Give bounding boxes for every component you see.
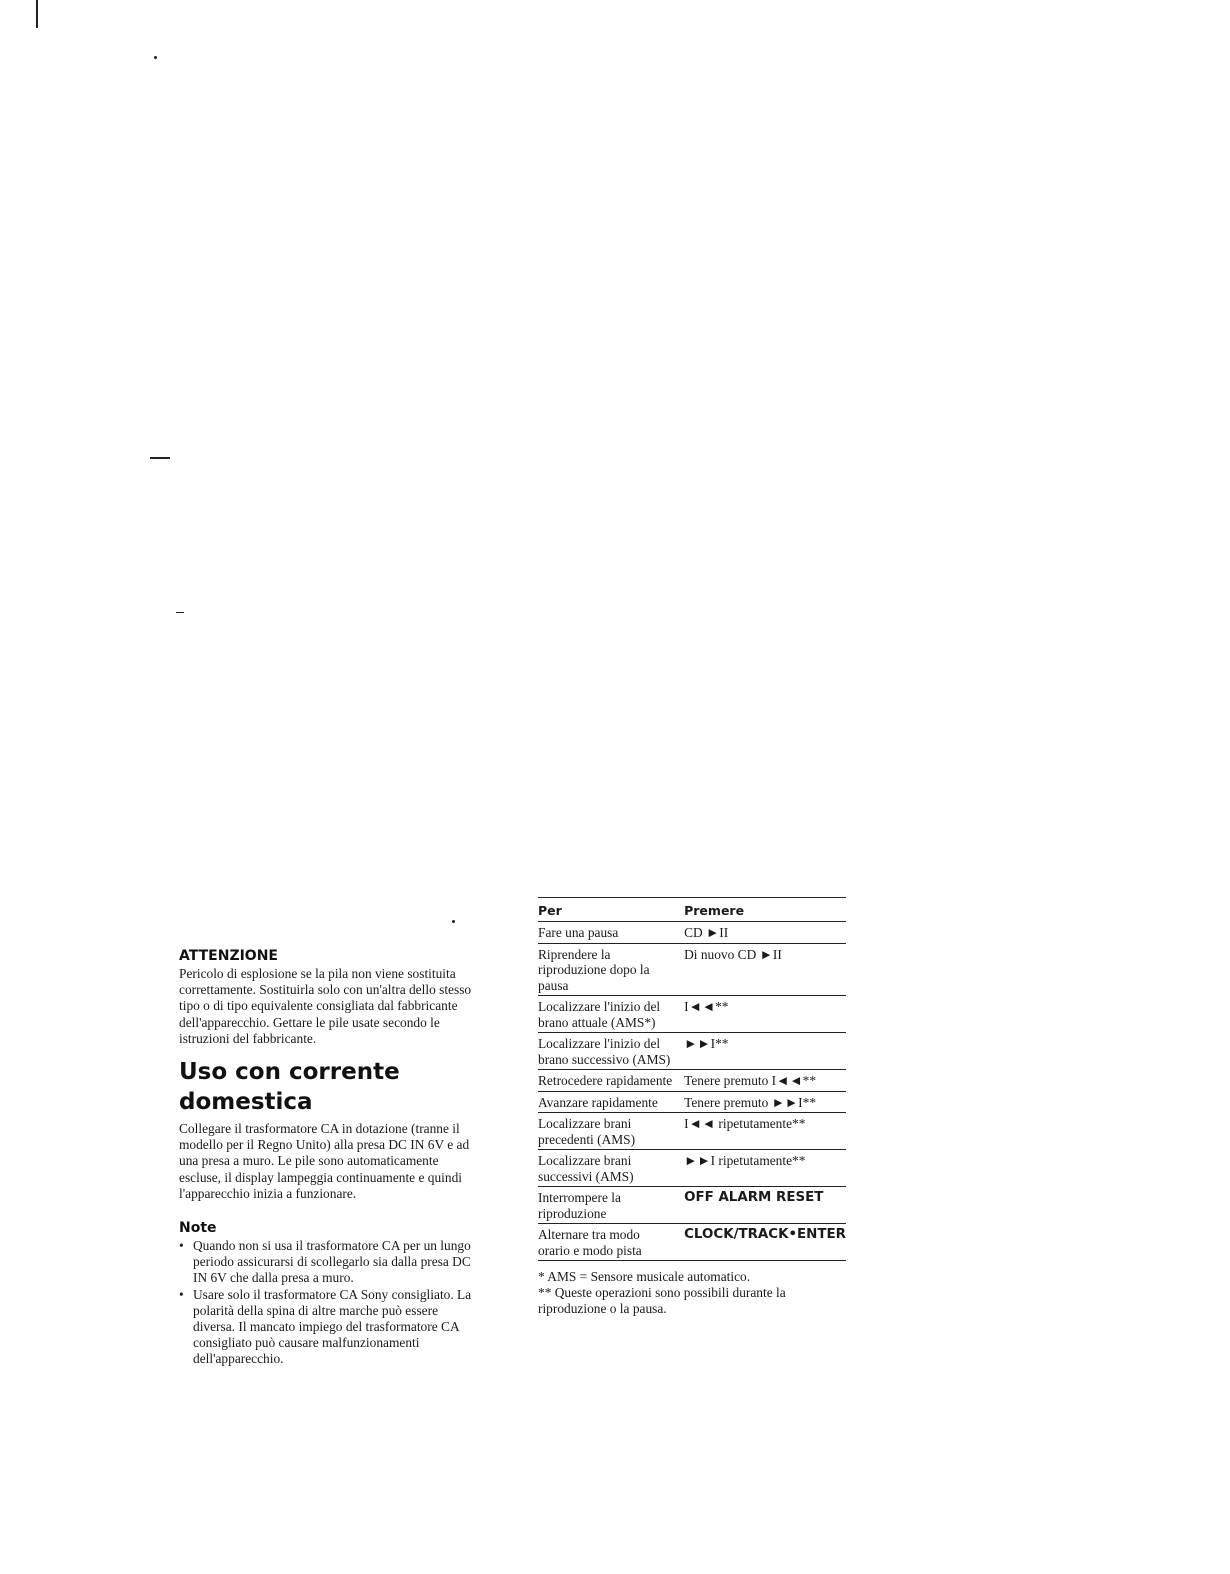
row-key: OFF ALARM RESET [680,1187,846,1224]
row-key: ►►I ripetutamente** [680,1150,846,1187]
header-per: Per [538,898,680,922]
table-row [538,943,846,996]
row-key: CLOCK/TRACK•ENTER [680,1224,846,1261]
row-action: Interrompere la riproduzione [538,1187,680,1224]
row-action: Fare una pausa [538,922,680,944]
scan-mark-dot [154,56,157,59]
scan-mark-dot [452,920,455,923]
scan-mark-dash-small [176,612,184,613]
row-key: Di nuovo CD ►II [680,943,846,996]
row-action: Localizzare brani precedenti (AMS) [538,1113,680,1150]
controls-table-section [538,897,846,1317]
controls-table [538,897,846,1261]
note-item: • Quando non si usa il trasformatore CA per un lungo periodo assicurarsi di scollegarlo sia dalla presa DC IN 6V che dalla presa a muro. [179,1238,479,1287]
left-column [179,948,479,1368]
row-key: Tenere premuto I◄◄** [680,1070,846,1092]
table-row [538,1187,846,1224]
table-row [538,996,846,1033]
scan-mark-dash [150,457,170,459]
row-action: Localizzare brani successivi (AMS) [538,1150,680,1187]
footnote-ams: * AMS = Sensore musicale automatico. [538,1269,751,1284]
table-row [538,1113,846,1150]
section-title: Uso con corrente domestica [179,1059,400,1116]
row-key: I◄◄** [680,996,846,1033]
row-key: CD ►II [680,922,846,944]
warning-text: Pericolo di esplosione se la pila non viene sostituita correttamente. Sostituirla solo con un'altra dello stesso tipo o di tipo equivalente consigliata dal fabbricante dell'apparecchio. Gettare le pile usate secondo le istruzioni del fabbricante. [179,966,472,1046]
row-key: Tenere premuto ►►I** [680,1091,846,1113]
note-list [179,1238,479,1368]
row-action: Riprendere la riproduzione dopo la pausa [538,943,680,996]
table-row [538,1091,846,1113]
note-item: • Usare solo il trasformatore CA Sony consigliato. La polarità della spina di altre marche può essere diversa. Il mancato impiego del trasformatore CA consigliato può causare malfunzionamenti dell'apparecchio. [179,1287,479,1368]
warning-title: ATTENZIONE [179,948,278,964]
table-row [538,922,846,944]
row-action: Retrocedere rapidamente [538,1070,680,1092]
table-row [538,1150,846,1187]
section-text: Collegare il trasformatore CA in dotazione (tranne il modello per il Regno Unito) alla presa DC IN 6V e ad una presa a muro. Le pile sono automaticamente escluse, il display lampeggia continuamente e quindi l'apparecchio inizia a funzionare. [179,1121,470,1201]
row-action: Avanzare rapidamente [538,1091,680,1113]
row-action: Alternare tra modo orario e modo pista [538,1224,680,1261]
row-action: Localizzare l'inizio del brano attuale (AMS*) [538,996,680,1033]
footnote-operations: ** Queste operazioni sono possibili durante la riproduzione o la pausa. [538,1285,786,1316]
row-key: I◄◄ ripetutamente** [680,1113,846,1150]
header-premere: Premere [680,898,846,922]
table-header-row [538,898,846,922]
scan-mark-top-left [36,0,38,28]
table-row [538,1224,846,1261]
footnotes [538,1269,846,1317]
note-title: Note [179,1220,217,1237]
table-row [538,1033,846,1070]
table-row [538,1070,846,1092]
row-key: ►►I** [680,1033,846,1070]
row-action: Localizzare l'inizio del brano successivo (AMS) [538,1033,680,1070]
